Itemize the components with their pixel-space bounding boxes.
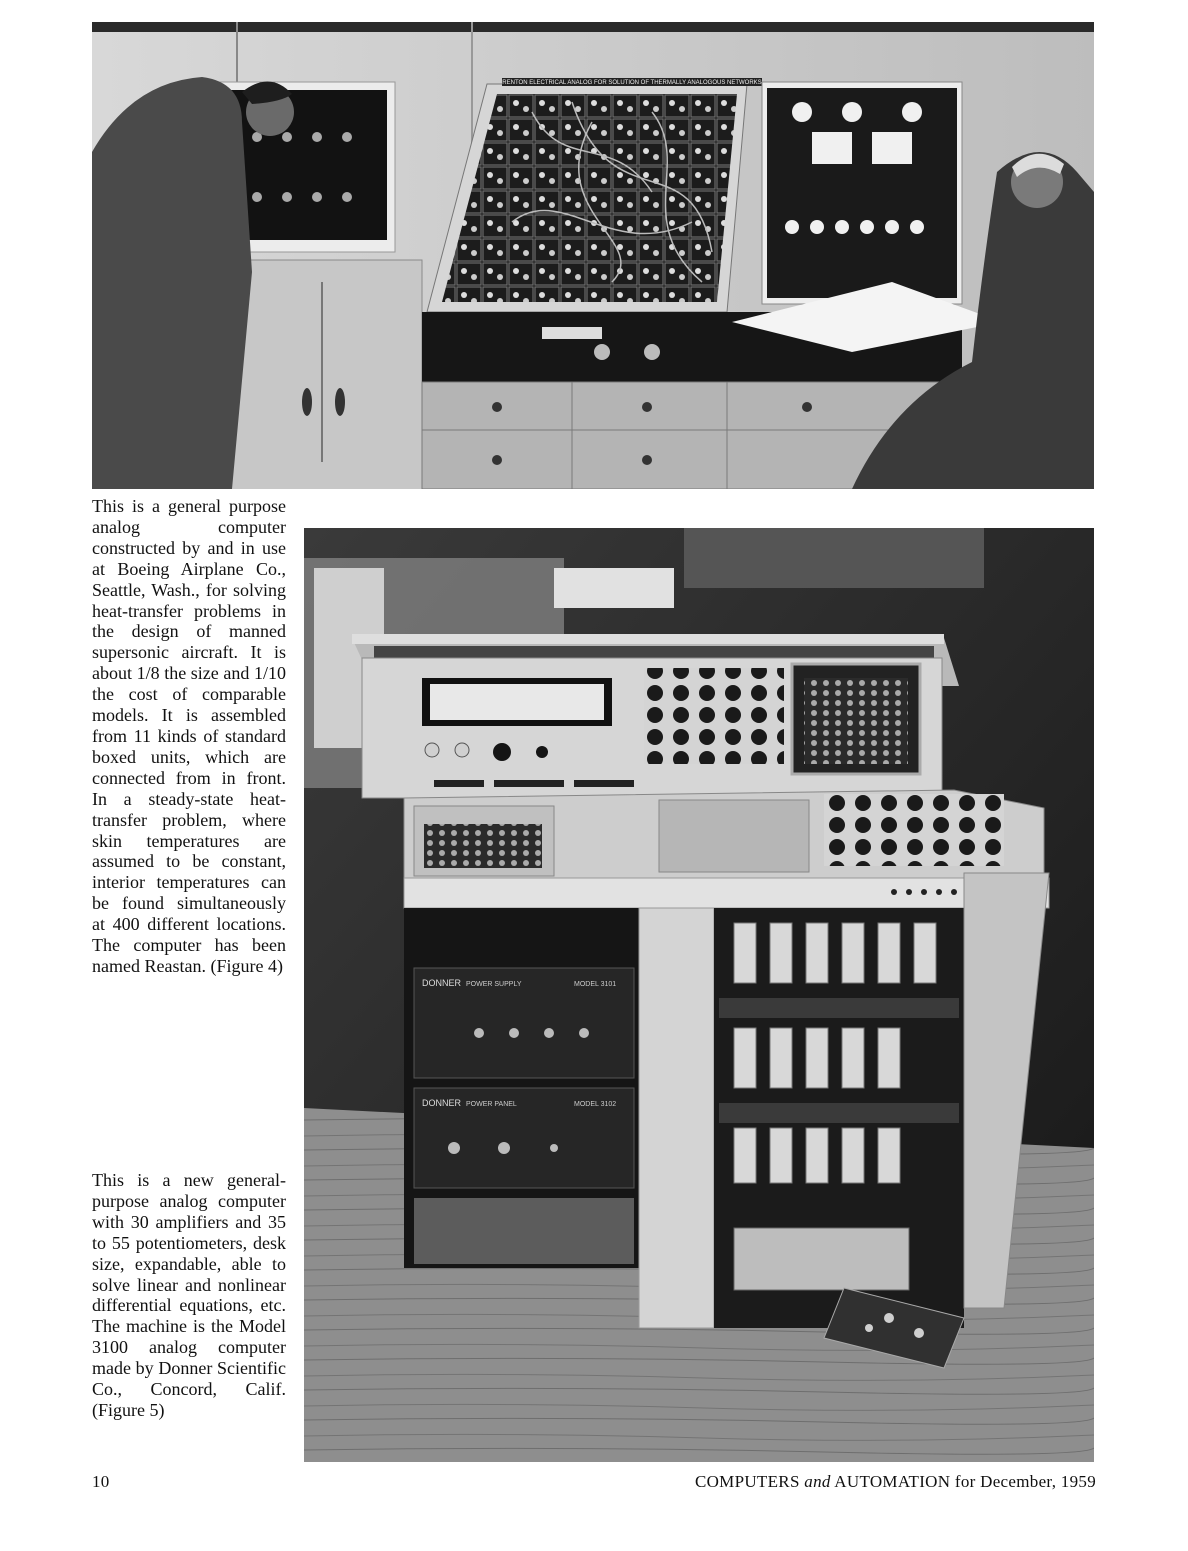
lower-unit-brand: DONNER <box>422 1098 462 1108</box>
figure-5-caption: This is a new general-purpose analog computer with 30 amplifiers and 35 to 55 potentiometers, desk size, expandable, able to solve linear and nonlinear differential equations, etc. The machine is the Model 3100 analog computer made by Donner Scientific Co., Concord, Calif. (Figure 5) <box>92 1170 286 1420</box>
donner-model-3100-photo <box>304 528 1094 1462</box>
donner-photo-illustration <box>304 528 1094 1462</box>
journal-title-and: and <box>804 1472 831 1491</box>
upper-unit-model: MODEL 3101 <box>574 981 617 988</box>
upper-unit-name: POWER SUPPLY <box>466 981 522 988</box>
page-number: 10 <box>92 1472 110 1491</box>
upper-unit-brand: DONNER <box>422 978 462 988</box>
lower-unit-name: POWER PANEL <box>466 1101 517 1108</box>
lower-unit-model: MODEL 3102 <box>574 1101 617 1108</box>
panel-sign-text: RENTON ELECTRICAL ANALOG FOR SOLUTION OF THERMALLY ANALOGOUS NETWORKS <box>502 80 762 86</box>
running-footer <box>695 1472 1096 1492</box>
boeing-analog-computer-photo <box>92 22 1094 489</box>
journal-title-computers: COMPUTERS <box>694 1472 800 1491</box>
journal-title-rest: AUTOMATION for December, 1959 <box>834 1472 1096 1491</box>
figure-4-caption: This is a general purpose analog computer constructed by and in use at Boeing Airplane Co., Seattle, Wash., for solving heat-transfer problems in the design of manned supersonic aircraft. It is about 1/8 the size and 1/10 the cost of comparable models. It is assembled from 11 kinds of standard boxed units, which are connected from in front. In a steady-state heat-transfer problem, where skin temperatures are assumed to be constant, interior temperatures can be found simultaneously at 400 different locations. The computer has been named Reastan. (Figure 4) <box>92 496 286 976</box>
boeing-photo-illustration <box>92 22 1094 489</box>
